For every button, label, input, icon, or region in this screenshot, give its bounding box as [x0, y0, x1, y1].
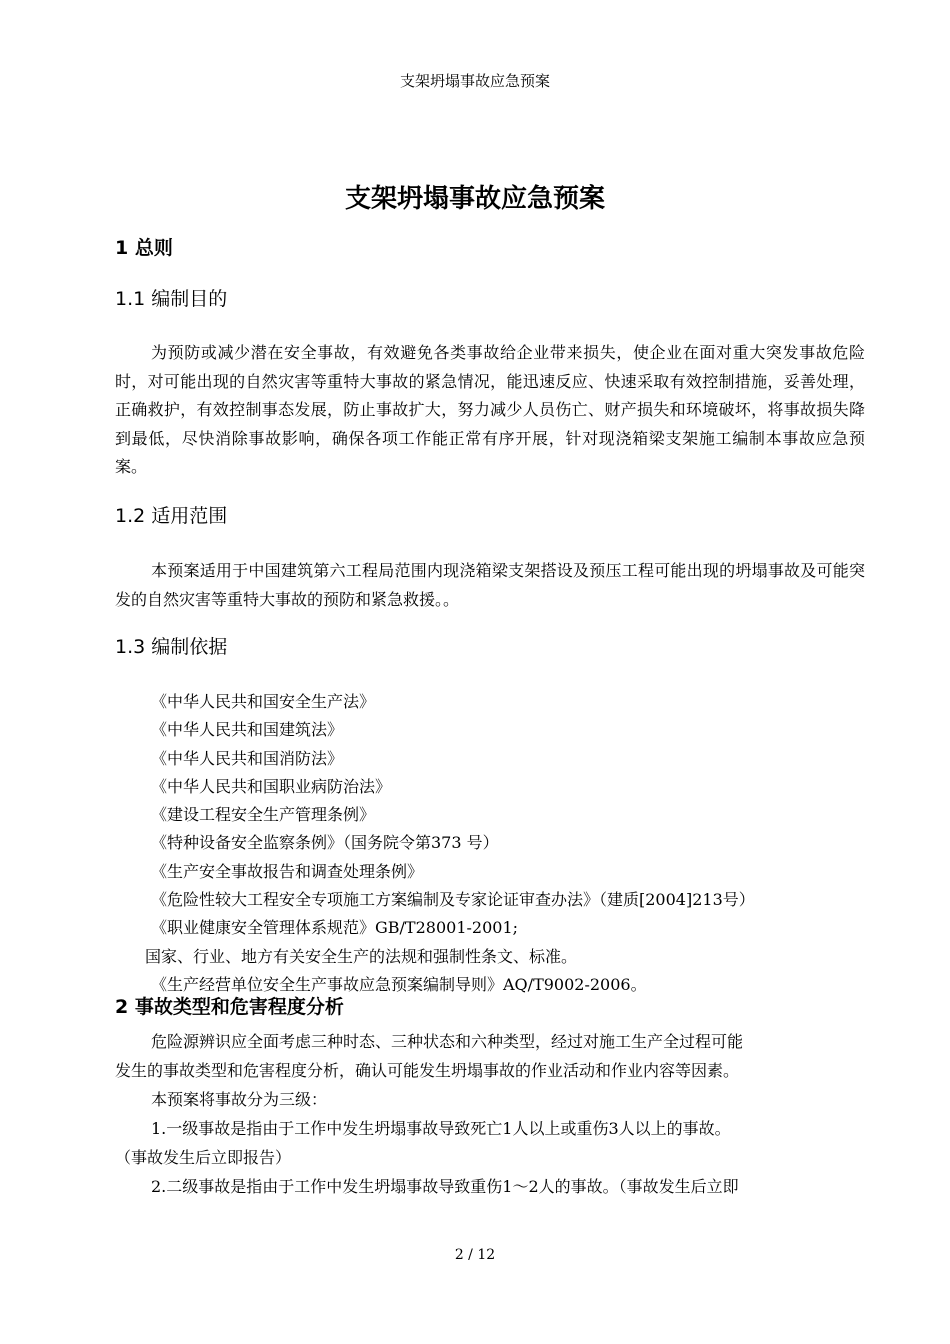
- section-2-line: 2.二级事故是指由于工作中发生坍塌事故导致重伤1～2人的事故。（事故发生后立即: [151, 1177, 739, 1196]
- section-2-heading: 2 事故类型和危害程度分析: [115, 996, 344, 1018]
- reference-item: 《建设工程安全生产管理条例》: [151, 805, 376, 825]
- reference-item: 《中华人民共和国安全生产法》: [151, 692, 376, 711]
- section-2-body: [115, 1027, 875, 1201]
- section-2-line: 1.一级事故是指由于工作中发生坍塌事故导致死亡1人以上或重伤3人以上的事故。: [151, 1119, 731, 1138]
- document-title: 支架坍塌事故应急预案: [344, 184, 605, 214]
- reference-item: 《生产经营单位安全生产事故应急预案编制导则》AQ/T9002-2006。: [151, 974, 647, 994]
- running-header: 支架坍塌事故应急预案: [399, 72, 550, 90]
- section-1-3-heading: 1.3 编制依据: [115, 636, 228, 658]
- reference-item: 国家、行业、地方有关安全生产的法规和强制性条文、标准。: [145, 946, 578, 966]
- reference-item: 《危险性较大工程安全专项施工方案编制及专家论证审查办法》（建质[2004]213号）: [151, 890, 755, 910]
- reference-item: 《中华人民共和国建筑法》: [151, 720, 344, 740]
- section-1-2-paragraph: 本预案适用于中国建筑第六工程局范围内现浇箱梁支架搭设及预压工程可能出现的坍塌事故及可能突发的自然灾害等重特大事故的预防和紧急救援。。: [115, 561, 865, 609]
- page-number: 2 / 12: [454, 1247, 496, 1263]
- section-1-1-heading: 1.1 编制目的: [115, 288, 228, 310]
- reference-item: 《生产安全事故报告和调查处理条例》: [151, 861, 424, 881]
- section-2-line: 发生的事故类型和危害程度分析，确认可能发生坍塌事故的作业活动和作业内容等因素。: [115, 1061, 740, 1080]
- reference-list: [145, 688, 876, 999]
- section-1-1-paragraph: 为预防或减少潜在安全事故，有效避免各类事故给企业带来损失，使企业在面对重大突发事故危险时，对可能出现的自然灾害等重特大事故的紧急情况，能迅速反应、快速采取有效控制措施，妥善处理，正确救护，有效控制事态发展，防止事故扩大，努力减少人员伤亡、财产损失和环境破坏，将事故损失降到最低，尽快消除事故影响，确保各项工作能正常有序开展，针对现浇箱梁支架施工编制本事故应急预案。: [115, 343, 865, 476]
- section-1-heading: 1 总则: [115, 237, 173, 259]
- section-2-line: 危险源辨识应全面考虑三种时态、三种状态和六种类型，经过对施工生产全过程可能: [151, 1032, 744, 1051]
- reference-item: 《特种设备安全监察条例》（国务院令第373 号）: [151, 833, 499, 853]
- reference-item: 《职业健康安全管理体系规范》GB/T28001-2001;: [151, 918, 519, 938]
- section-1-2-heading: 1.2 适用范围: [115, 505, 228, 527]
- section-2-line: 本预案将事故分为三级：: [151, 1090, 328, 1109]
- section-2-line: （事故发生后立即报告）: [115, 1148, 292, 1167]
- reference-item: 《中华人民共和国消防法》: [151, 748, 344, 768]
- reference-item: 《中华人民共和国职业病防治法》: [151, 776, 392, 796]
